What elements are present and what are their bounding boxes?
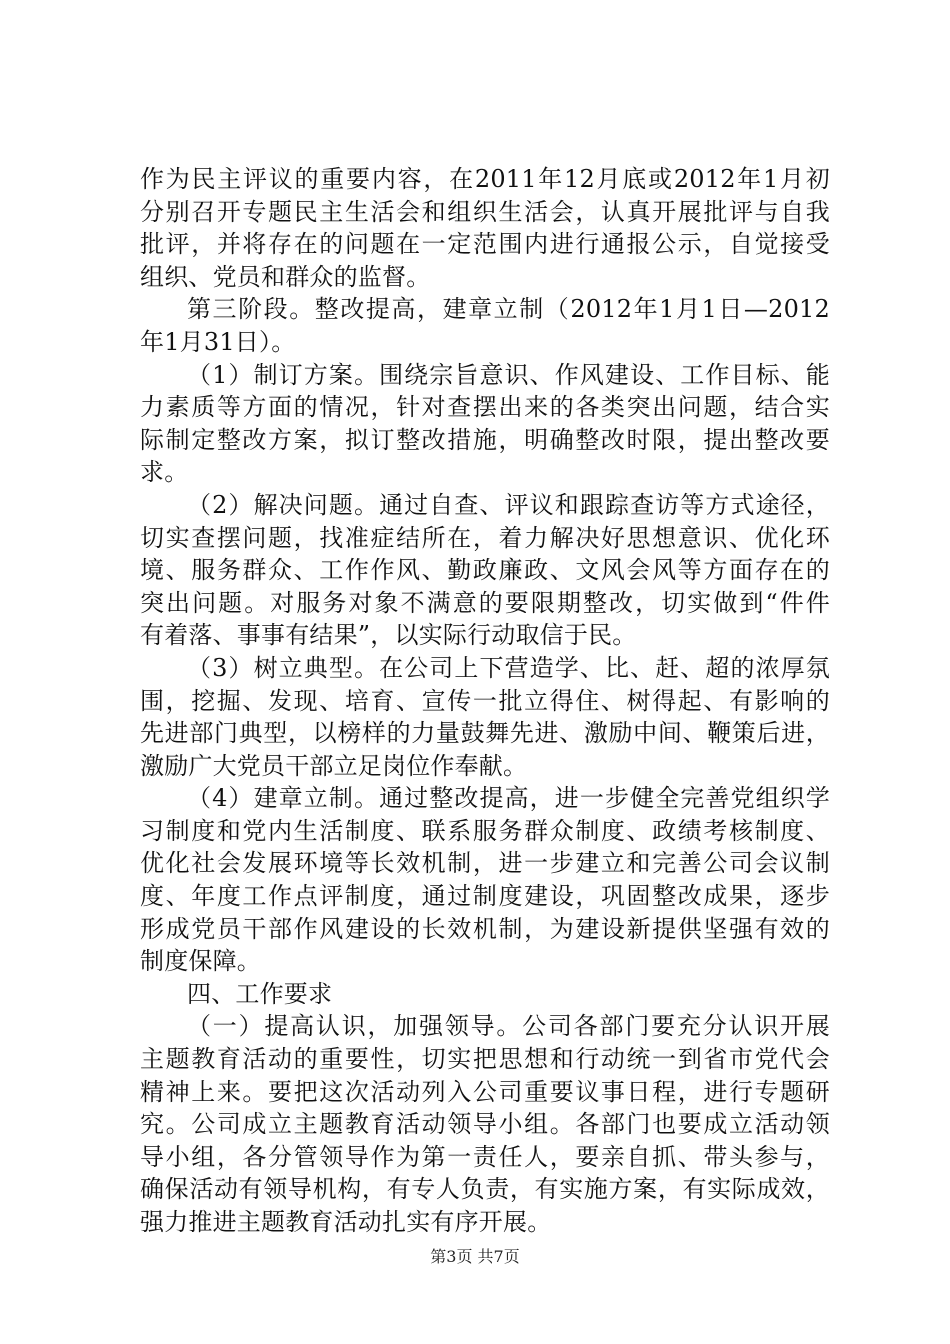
text-line: （4）建章立制。通过整改提高，进一步健全完善党组织学 (187, 784, 830, 813)
text-line: 境、服务群众、工作作风、勤政廉政、文风会风等方面存在的 (140, 556, 830, 585)
text-line: 优化社会发展环境等长效机制，进一步建立和完善公司会议制 (140, 849, 830, 878)
text-line: 度、年度工作点评制度，通过制度建设，巩固整改成果，逐步 (140, 882, 830, 911)
page-footer (0, 1244, 950, 1267)
text-line: 有着落、事事有结果”，以实际行动取信于民。 (140, 621, 637, 650)
text-line: 年1月31日）。 (140, 327, 296, 356)
document-body (140, 163, 830, 1239)
text-line: 分别召开专题民主生活会和组织生活会，认真开展批评与自我 (140, 197, 830, 226)
text-line: 力素质等方面的情况，针对查摆出来的各类突出问题，结合实 (140, 393, 830, 422)
text-line: 强力推进主题教育活动扎实有序开展。 (140, 1208, 552, 1236)
text-line: 主题教育活动的重要性，切实把思想和行动统一到省市党代会 (140, 1045, 830, 1074)
text-line: 激励广大党员干部立足岗位作奉献。 (140, 751, 528, 780)
text-line: （一）提高认识，加强领导。公司各部门要充分认识开展 (187, 1012, 830, 1041)
text-line: 形成党员干部作风建设的长效机制，为建设新提供坚强有效的 (140, 914, 830, 943)
text-line: 究。公司成立主题教育活动领导小组。各部门也要成立活动领 (140, 1110, 830, 1139)
text-line: 切实查摆问题，找准症结所在，着力解决好思想意识、优化环 (140, 523, 830, 552)
text-line: 精神上来。要把这次活动列入公司重要议事日程，进行专题研 (140, 1077, 830, 1106)
text-line: 际制定整改方案，拟订整改措施，明确整改时限，提出整改要 (140, 425, 830, 454)
text-line: 突出问题。对服务对象不满意的要限期整改，切实做到“件件 (140, 588, 830, 617)
section-heading: 四、工作要求 (187, 979, 333, 1008)
text-line: 第三阶段。整改提高，建章立制（2012年1月1日—2012 (187, 295, 830, 324)
text-line: （1）制订方案。围绕宗旨意识、作风建设、工作目标、能 (187, 360, 830, 389)
text-line: （2）解决问题。通过自查、评议和跟踪查访等方式途径， (187, 490, 830, 519)
text-line: 先进部门典型，以榜样的力量鼓舞先进、激励中间、鞭策后进， (140, 719, 830, 748)
text-line: （3）树立典型。在公司上下营造学、比、赶、超的浓厚氛 (187, 653, 830, 682)
text-line: 批评，并将存在的问题在一定范围内进行通报公示，自觉接受 (140, 230, 830, 259)
text-line: 组织、党员和群众的监督。 (140, 262, 431, 291)
text-line: 制度保障。 (140, 947, 261, 976)
text-line: 围，挖掘、发现、培育、宣传一批立得住、树得起、有影响的 (140, 686, 830, 715)
text-line: 导小组，各分管领导作为第一责任人，要亲自抓、带头参与， (140, 1142, 830, 1171)
page-number: 第3页 共7页 (430, 1247, 520, 1266)
text-line: 作为民主评议的重要内容，在2011年12月底或2012年1月初 (140, 165, 830, 193)
text-line: 习制度和党内生活制度、联系服务群众制度、政绩考核制度、 (140, 816, 830, 845)
text-line: 确保活动有领导机构，有专人负责，有实施方案，有实际成效， (140, 1175, 830, 1204)
text-line: 求。 (140, 458, 189, 487)
